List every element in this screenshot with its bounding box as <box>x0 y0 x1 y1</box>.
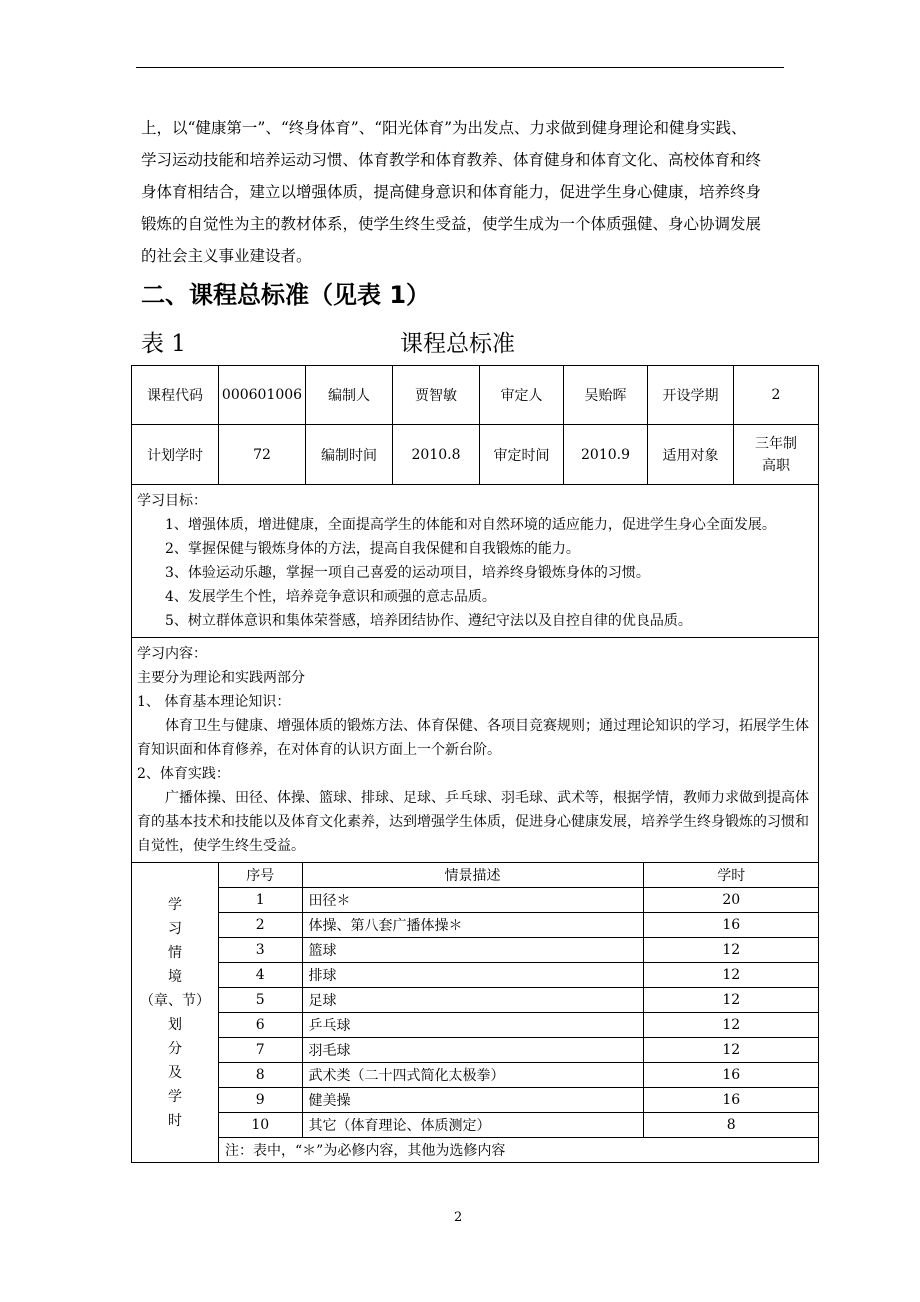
side-char: 学 <box>168 896 182 913</box>
row-description: 体操、第八套广播体操＊ <box>302 913 643 938</box>
intro-line: 锻炼的自觉性为主的教材体系，使学生终生受益，使学生成为一个体质强健、身心协调发展 <box>141 215 762 233</box>
info-cell: 编制时间 <box>306 425 393 485</box>
schedule-side-label <box>132 863 219 1163</box>
header-rule <box>136 67 784 68</box>
info-cell: 审定时间 <box>480 425 564 485</box>
side-char: 及 <box>168 1064 182 1081</box>
table-note: 注：表中，“＊”为必修内容，其他为选修内容 <box>219 1138 819 1163</box>
goal-item: 1、增强体质，增进健康，全面提高学生的体能和对自然环境的适应能力，促进学生身心全面发展。 <box>165 517 776 533</box>
schedule-table-cell <box>219 863 819 1163</box>
goals-cell <box>132 485 819 638</box>
side-char: 时 <box>168 1112 182 1129</box>
info-cell: 课程代码 <box>132 366 219 425</box>
row-description: 排球 <box>302 963 643 988</box>
content-heading: 学习内容： <box>137 646 207 662</box>
table-row <box>219 913 819 938</box>
side-char: 情 <box>168 944 182 961</box>
page-number: 2 <box>454 1210 463 1225</box>
intro-line: 身体育相结合，建立以增强体质，提高健身意识和体育能力，促进学生身心健康，培养终身 <box>141 183 762 201</box>
side-char: 划 <box>168 1016 182 1033</box>
content-cell <box>132 638 819 863</box>
row-description: 羽毛球 <box>302 1038 643 1063</box>
goals-heading: 学习目标： <box>137 493 207 509</box>
goals-row <box>132 485 819 638</box>
row-number: 10 <box>219 1113 302 1138</box>
side-char: 学 <box>168 1088 182 1105</box>
row-hours: 16 <box>643 1088 819 1113</box>
info-cell: 编制人 <box>306 366 393 425</box>
info-row <box>132 366 819 425</box>
content-row <box>132 638 819 863</box>
row-number: 9 <box>219 1088 302 1113</box>
table-row <box>219 963 819 988</box>
side-char: 习 <box>168 920 182 937</box>
row-number: 4 <box>219 963 302 988</box>
row-number: 5 <box>219 988 302 1013</box>
content-part1-title: 1、 体育基本理论知识： <box>137 694 291 710</box>
row-hours: 12 <box>643 938 819 963</box>
column-header: 序号 <box>219 863 302 888</box>
row-hours: 12 <box>643 963 819 988</box>
info-cell: 2010.8 <box>393 425 480 485</box>
audience-cell <box>734 425 819 485</box>
row-description: 武术类（二十四式简化太极拳） <box>302 1063 643 1088</box>
info-cell: 审定人 <box>480 366 564 425</box>
row-hours: 8 <box>643 1113 819 1138</box>
row-description: 乒乓球 <box>302 1013 643 1038</box>
column-header: 学时 <box>643 863 819 888</box>
section-heading: 二、课程总标准（见表 1） <box>141 281 431 309</box>
info-cell: 贾智敏 <box>393 366 480 425</box>
row-hours: 16 <box>643 1063 819 1088</box>
row-number: 7 <box>219 1038 302 1063</box>
side-char: （章、节） <box>140 992 210 1009</box>
table-row <box>219 1113 819 1138</box>
row-hours: 12 <box>643 1013 819 1038</box>
course-standard-table <box>131 365 819 1163</box>
content-part2-title: 2、体育实践： <box>137 766 230 782</box>
info-cell: 000601006 <box>219 366 306 425</box>
table-title: 课程总标准 <box>400 331 515 357</box>
info-cell: 72 <box>219 425 306 485</box>
row-number: 6 <box>219 1013 302 1038</box>
row-number: 3 <box>219 938 302 963</box>
audience-line: 高职 <box>762 457 790 474</box>
goal-item: 3、体验运动乐趣，掌握一项自己喜爱的运动项目，培养终身锻炼身体的习惯。 <box>165 565 650 581</box>
row-hours: 20 <box>643 888 819 913</box>
row-number: 2 <box>219 913 302 938</box>
side-char: 分 <box>168 1040 182 1057</box>
info-cell: 开设学期 <box>648 366 734 425</box>
side-char: 境 <box>168 968 182 985</box>
table-header-row <box>219 863 819 888</box>
row-hours: 12 <box>643 988 819 1013</box>
intro-line: 的社会主义事业建设者。 <box>141 247 312 265</box>
info-cell: 计划学时 <box>132 425 219 485</box>
row-description: 田径＊ <box>302 888 643 913</box>
content-part1-text: 体育卫生与健康、增强体质的锻炼方法、体育保健、各项目竞赛规则；通过理论知识的学习，拓展学生体育知识面和体育修养，在对体育的认识方面上一个新台阶。 <box>137 718 809 758</box>
goal-item: 2、掌握保健与锻炼身体的方法，提高自我保健和自我锻炼的能力。 <box>165 541 580 557</box>
goal-item: 4、发展学生个性，培养竞争意识和顽强的意志品质。 <box>165 589 496 605</box>
intro-paragraph <box>141 112 791 272</box>
schedule-table <box>219 863 819 1162</box>
audience-line: 三年制 <box>755 435 797 452</box>
goal-item: 5、树立群体意识和集体荣誉感，培养团结协作、遵纪守法以及自控自律的优良品质。 <box>165 613 692 629</box>
table-row <box>219 1038 819 1063</box>
note-row <box>219 1138 819 1163</box>
row-description: 其它（体育理论、体质测定） <box>302 1113 643 1138</box>
info-cell: 适用对象 <box>648 425 734 485</box>
row-description: 足球 <box>302 988 643 1013</box>
row-description: 健美操 <box>302 1088 643 1113</box>
table-label: 表 1 <box>141 331 186 357</box>
row-number: 8 <box>219 1063 302 1088</box>
row-hours: 16 <box>643 913 819 938</box>
table-row <box>219 938 819 963</box>
table-row <box>219 1088 819 1113</box>
info-cell: 吴贻晖 <box>564 366 648 425</box>
info-cell: 2 <box>734 366 819 425</box>
row-hours: 12 <box>643 1038 819 1063</box>
column-header: 情景描述 <box>302 863 643 888</box>
content-intro: 主要分为理论和实践两部分 <box>137 670 305 686</box>
row-number: 1 <box>219 888 302 913</box>
info-row <box>132 425 819 485</box>
table-row <box>219 888 819 913</box>
info-cell: 2010.9 <box>564 425 648 485</box>
row-description: 篮球 <box>302 938 643 963</box>
intro-line: 学习运动技能和培养运动习惯、体育教学和体育教养、体育健身和体育文化、高校体育和终 <box>141 151 762 169</box>
content-part2-text: 广播体操、田径、体操、篮球、排球、足球、乒乓球、羽毛球、武术等，根据学情，教师力求做到提高体育的基本技术和技能以及体育文化素养，达到增强学生体质，促进身心健康发展，培养学生终身锻炼的习惯和自觉性，使学生终生受益。 <box>137 790 809 854</box>
table-row <box>219 1013 819 1038</box>
intro-line: 上，以“健康第一”、“终身体育”、“阳光体育”为出发点、力求做到健身理论和健身实践、 <box>141 119 747 137</box>
table-row <box>219 1063 819 1088</box>
table-row <box>219 988 819 1013</box>
schedule-row <box>132 863 819 1163</box>
